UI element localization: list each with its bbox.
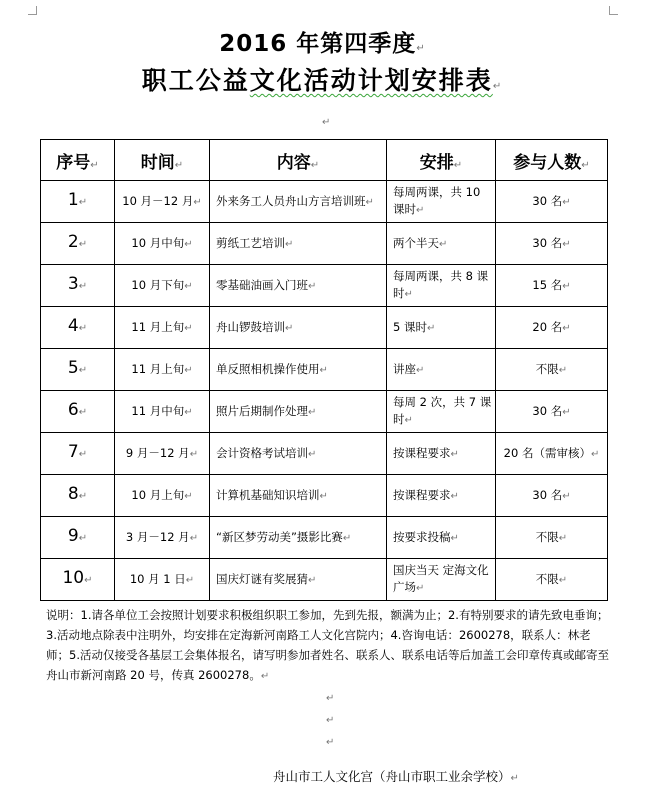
table-row bbox=[41, 265, 608, 307]
page-corner-mark-left bbox=[28, 6, 37, 15]
header-arrangement: 安排↵ bbox=[387, 140, 496, 181]
cell-content: 照片后期制作处理↵ bbox=[210, 391, 387, 433]
table-row bbox=[41, 475, 608, 517]
cell-no: 10↵ bbox=[41, 559, 115, 601]
cell-content: “新区梦劳动美”摄影比赛↵ bbox=[210, 517, 387, 559]
cell-no: 6↵ bbox=[41, 391, 115, 433]
table-row bbox=[41, 307, 608, 349]
table-row bbox=[41, 517, 608, 559]
cell-no: 4↵ bbox=[41, 307, 115, 349]
cell-count: 20 名↵ bbox=[496, 307, 608, 349]
cell-content: 计算机基础知识培训↵ bbox=[210, 475, 387, 517]
cell-arrangement: 国庆当天 定海文化广场↵ bbox=[387, 559, 496, 601]
page-corner-mark-right bbox=[609, 6, 618, 15]
cell-arrangement: 每周两课，共 10 课时↵ bbox=[387, 181, 496, 223]
cell-arrangement: 两个半天↵ bbox=[387, 223, 496, 265]
cell-no: 1↵ bbox=[41, 181, 115, 223]
cell-arrangement: 按要求投稿↵ bbox=[387, 517, 496, 559]
header-time: 时间↵ bbox=[115, 140, 210, 181]
header-no: 序号↵ bbox=[41, 140, 115, 181]
cell-count: 不限↵ bbox=[496, 517, 608, 559]
paragraph-mark: ↵ bbox=[326, 715, 335, 726]
cell-time: 10 月下旬↵ bbox=[115, 265, 210, 307]
cell-time: 10 月上旬↵ bbox=[115, 475, 210, 517]
cell-time: 10 月－12 月↵ bbox=[115, 181, 210, 223]
cell-time: 9 月－12 月↵ bbox=[115, 433, 210, 475]
footer-organization: 舟山市工人文化宫（舟山市职工业余学校）↵ bbox=[273, 769, 519, 784]
cell-no: 8↵ bbox=[41, 475, 115, 517]
table-row bbox=[41, 223, 608, 265]
cell-time: 11 月上旬↵ bbox=[115, 307, 210, 349]
cell-arrangement: 每周两课，共 8 课时↵ bbox=[387, 265, 496, 307]
paragraph-mark: ↵ bbox=[326, 693, 335, 704]
table-row bbox=[41, 349, 608, 391]
cell-arrangement: 讲座↵ bbox=[387, 349, 496, 391]
cell-count: 20 名（需审核）↵ bbox=[496, 433, 608, 475]
cell-content: 国庆灯谜有奖展猜↵ bbox=[210, 559, 387, 601]
cell-content: 外来务工人员舟山方言培训班↵ bbox=[210, 181, 387, 223]
note-paragraph: 说明：1.请各单位工会按照计划要求积极组织职工参加，先到先报，额满为止；2.有特别要求的请先致电垂询；3.活动地点除表中注明外，均安排在定海新河南路工人文化宫院内；4.咨询电话：2600278，联系人：林老师；5.活动仅接受各基层工会集体报名，请写明参加者姓名、联系人、联系电话等后加盖工会印章传真或邮寄至舟山市新河南路 20 号，传真 2600278。↵ bbox=[46, 608, 609, 682]
cell-no: 5↵ bbox=[41, 349, 115, 391]
cell-arrangement: 按课程要求↵ bbox=[387, 433, 496, 475]
cell-content: 剪纸工艺培训↵ bbox=[210, 223, 387, 265]
cell-content: 零基础油画入门班↵ bbox=[210, 265, 387, 307]
header-count: 参与人数↵ bbox=[496, 140, 608, 181]
cell-time: 10 月 1 日↵ bbox=[115, 559, 210, 601]
paragraph-mark: ↵ bbox=[326, 737, 335, 748]
table-row bbox=[41, 559, 608, 601]
cell-no: 2↵ bbox=[41, 223, 115, 265]
cell-count: 30 名↵ bbox=[496, 181, 608, 223]
cell-arrangement: 5 课时↵ bbox=[387, 307, 496, 349]
cell-no: 3↵ bbox=[41, 265, 115, 307]
cell-count: 不限↵ bbox=[496, 349, 608, 391]
cell-count: 30 名↵ bbox=[496, 223, 608, 265]
cell-no: 7↵ bbox=[41, 433, 115, 475]
table-row bbox=[41, 181, 608, 223]
cell-no: 9↵ bbox=[41, 517, 115, 559]
cell-time: 10 月中旬↵ bbox=[115, 223, 210, 265]
cell-content: 单反照相机操作使用↵ bbox=[210, 349, 387, 391]
title-line-1: 2016 年第四季度↵ bbox=[219, 31, 426, 57]
table-row bbox=[41, 433, 608, 475]
cell-time: 3 月－12 月↵ bbox=[115, 517, 210, 559]
cell-arrangement: 每周 2 次，共 7 课时↵ bbox=[387, 391, 496, 433]
cell-count: 30 名↵ bbox=[496, 475, 608, 517]
cell-count: 不限↵ bbox=[496, 559, 608, 601]
cell-arrangement: 按课程要求↵ bbox=[387, 475, 496, 517]
paragraph-mark: ↵ bbox=[322, 117, 331, 128]
cell-content: 会计资格考试培训↵ bbox=[210, 433, 387, 475]
header-content: 内容↵ bbox=[210, 140, 387, 181]
table-header-row bbox=[41, 140, 608, 181]
table-row bbox=[41, 391, 608, 433]
cell-time: 11 月中旬↵ bbox=[115, 391, 210, 433]
cell-content: 舟山锣鼓培训↵ bbox=[210, 307, 387, 349]
title-line-2: 职工公益文化活动计划安排表↵ bbox=[141, 66, 504, 95]
cell-count: 15 名↵ bbox=[496, 265, 608, 307]
schedule-table bbox=[40, 139, 608, 601]
cell-count: 30 名↵ bbox=[496, 391, 608, 433]
cell-time: 11 月上旬↵ bbox=[115, 349, 210, 391]
